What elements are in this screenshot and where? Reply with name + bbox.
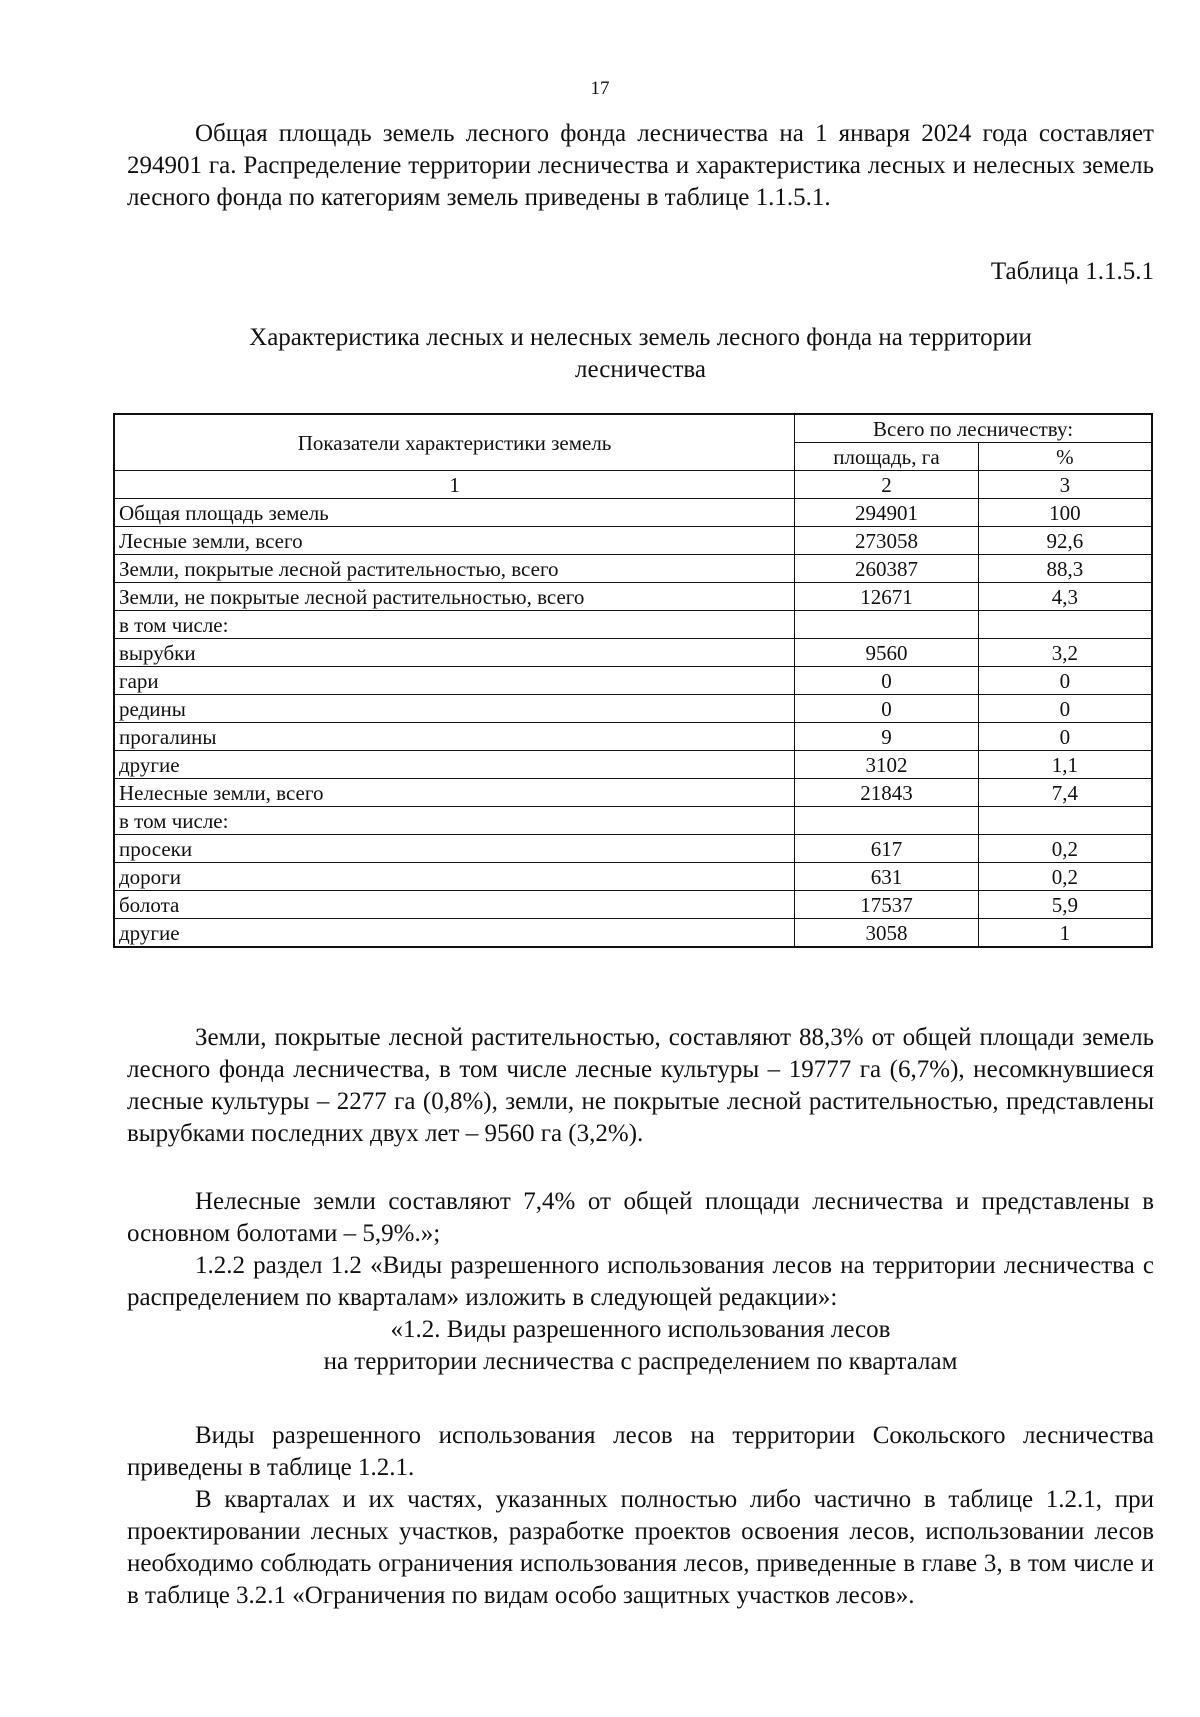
- table-row: [114, 835, 1152, 863]
- table-row: [114, 555, 1152, 583]
- column-number: 3: [978, 471, 1152, 499]
- row-area: 3058: [795, 919, 979, 948]
- row-area: 273058: [795, 527, 979, 555]
- row-area: 0: [795, 667, 979, 695]
- table-row: [114, 583, 1152, 611]
- table-row: [114, 695, 1152, 723]
- row-percent: 0,2: [978, 863, 1152, 891]
- row-percent: 1,1: [978, 751, 1152, 779]
- table-row: [114, 863, 1152, 891]
- row-label: в том числе:: [114, 611, 795, 639]
- column-number: 2: [795, 471, 979, 499]
- row-label: просеки: [114, 835, 795, 863]
- row-area: 260387: [795, 555, 979, 583]
- table-row: [114, 499, 1152, 527]
- row-label: Земли, не покрытые лесной растительностью, всего: [114, 583, 795, 611]
- row-label: вырубки: [114, 639, 795, 667]
- section-amendment-paragraph: 1.2.2 раздел 1.2 «Виды разрешенного использования лесов на территории лесничества с распределением по кварталам» изложить в следующей редакции»:: [127, 1252, 1154, 1311]
- row-area: 9560: [795, 639, 979, 667]
- header-area: площадь, га: [795, 443, 979, 471]
- row-label: Земли, покрытые лесной растительностью, всего: [114, 555, 795, 583]
- intro-paragraph: Общая площадь земель лесного фонда лесничества на 1 января 2024 года составляет 294901 га. Распределение территории лесничества и характеристика лесных и нелесных земель лесного фонда по категориям земель приведены в таблице 1.1.5.1.: [127, 120, 1154, 211]
- table-row: [114, 891, 1152, 919]
- nonforest-paragraph: Нелесные земли составляют 7,4% от общей площади лесничества и представлены в основном болотами – 5,9%.»;: [127, 1188, 1154, 1247]
- row-area: 631: [795, 863, 979, 891]
- row-label: гари: [114, 667, 795, 695]
- row-label: болота: [114, 891, 795, 919]
- row-area: 294901: [795, 499, 979, 527]
- row-area: 17537: [795, 891, 979, 919]
- row-label: Нелесные земли, всего: [114, 779, 795, 807]
- table-row: [114, 667, 1152, 695]
- forest-cover-paragraph: Земли, покрытые лесной растительностью, составляют 88,3% от общей площади земель лесного фонда лесничества, в том числе лесные культуры – 19777 га (6,7%), несомкнувшиеся лесные культуры – 2277 га (0,8%), земли, не покрытые лесной растительностью, представлены вырубками последних двух лет – 9560 га (3,2%).: [127, 1024, 1154, 1147]
- table-row: [114, 751, 1152, 779]
- column-number: 1: [114, 471, 795, 499]
- row-area: 0: [795, 695, 979, 723]
- row-percent: [978, 807, 1152, 835]
- row-percent: 0,2: [978, 835, 1152, 863]
- row-area: 21843: [795, 779, 979, 807]
- header-percent: %: [978, 443, 1152, 471]
- row-percent: 0: [978, 695, 1152, 723]
- row-percent: 92,6: [978, 527, 1152, 555]
- table-row: [114, 527, 1152, 555]
- table-row: [114, 919, 1152, 948]
- row-percent: 3,2: [978, 639, 1152, 667]
- row-label: прогалины: [114, 723, 795, 751]
- row-percent: 7,4: [978, 779, 1152, 807]
- table-row: [114, 611, 1152, 639]
- row-label: другие: [114, 919, 795, 948]
- row-percent: 100: [978, 499, 1152, 527]
- row-area: [795, 807, 979, 835]
- header-total-group: Всего по лесничеству:: [795, 414, 1152, 443]
- row-area: 12671: [795, 583, 979, 611]
- row-percent: 5,9: [978, 891, 1152, 919]
- row-area: 617: [795, 835, 979, 863]
- table-row: [114, 779, 1152, 807]
- table-title-line1: Характеристика лесных и нелесных земель лесного фонда на территории: [249, 324, 1032, 351]
- row-label: дороги: [114, 863, 795, 891]
- restrictions-paragraph: В кварталах и их частях, указанных полностью либо частично в таблице 1.2.1, при проектировании лесных участков, разработке проектов освоения лесов, использовании лесов необходимо соблюдать ограничения использования лесов, приведенные в главе 3, в том числе и в таблице 3.2.1 «Ограничения по видам особо защитных участков лесов».: [127, 1486, 1154, 1609]
- table-header-row: [114, 414, 1152, 443]
- row-area: 9: [795, 723, 979, 751]
- section-heading-line1: «1.2. Виды разрешенного использования лесов: [390, 1316, 891, 1343]
- row-label: Общая площадь земель: [114, 499, 795, 527]
- header-indicator: Показатели характеристики земель: [114, 414, 795, 471]
- row-label: редины: [114, 695, 795, 723]
- row-percent: 0: [978, 667, 1152, 695]
- row-label: другие: [114, 751, 795, 779]
- row-area: [795, 611, 979, 639]
- page-number: 17: [590, 78, 610, 99]
- table-row: [114, 723, 1152, 751]
- table-title-line2: лесничества: [575, 356, 706, 383]
- row-percent: 0: [978, 723, 1152, 751]
- row-percent: 88,3: [978, 555, 1152, 583]
- row-label: Лесные земли, всего: [114, 527, 795, 555]
- row-area: 3102: [795, 751, 979, 779]
- table-row: [114, 639, 1152, 667]
- row-percent: 1: [978, 919, 1152, 948]
- table-title: [127, 322, 1154, 386]
- row-percent: 4,3: [978, 583, 1152, 611]
- column-number-row: [114, 471, 1152, 499]
- table-caption: Таблица 1.1.5.1: [990, 258, 1154, 285]
- table-row: [114, 807, 1152, 835]
- row-label: в том числе:: [114, 807, 795, 835]
- land-characteristics-table: [113, 413, 1153, 948]
- permitted-uses-paragraph: Виды разрешенного использования лесов на территории Сокольского лесничества приведены в таблице 1.2.1.: [127, 1422, 1154, 1481]
- row-percent: [978, 611, 1152, 639]
- section-heading-line2: на территории лесничества с распределением по кварталам: [323, 1348, 958, 1375]
